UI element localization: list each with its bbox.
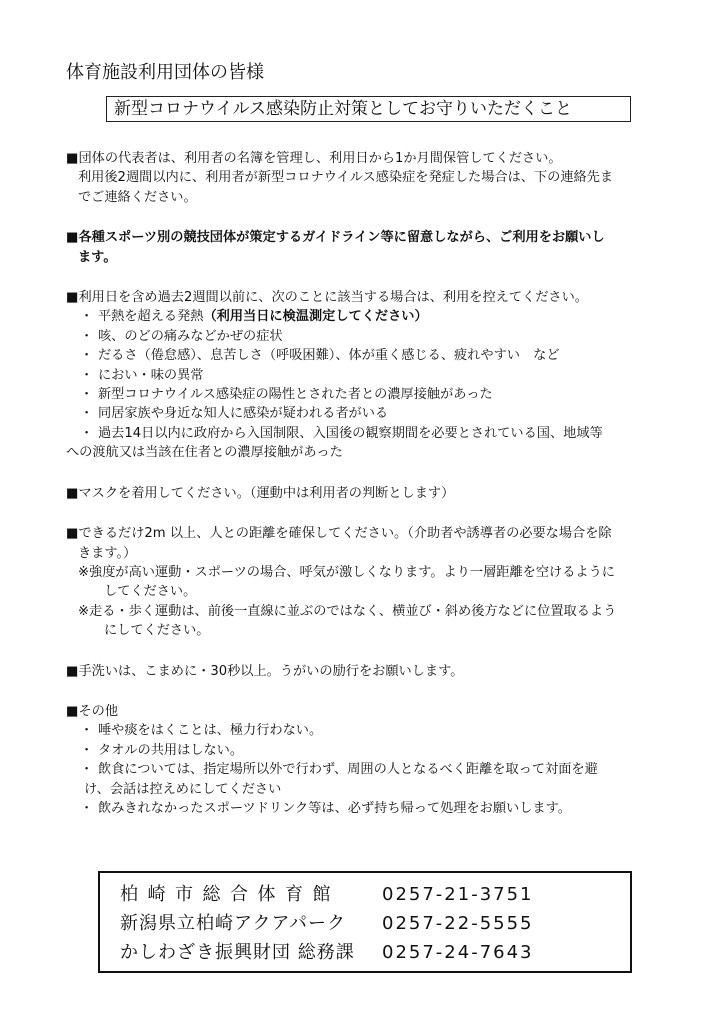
contact-phone: 0257-21-3751 bbox=[382, 884, 534, 905]
contact-name: 新潟県立柏崎アクアパーク bbox=[120, 913, 347, 934]
list-item-continuation: への渡航又は当該在住者との濃厚接触があった bbox=[66, 445, 343, 461]
contact-name: かしわざき振興財団 総務課 bbox=[120, 942, 355, 963]
section-heading: ■その他 bbox=[66, 703, 119, 719]
list-item: ・ 同居家族や身近な知人に感染が疑われる者がいる bbox=[80, 406, 389, 422]
paragraph-line: きます。） bbox=[78, 545, 137, 561]
section-handwashing bbox=[66, 662, 666, 681]
list-item: ・ 咳、のどの痛みなどかぜの症状 bbox=[80, 328, 283, 344]
greeting-heading: 体育施設利用団体の皆様 bbox=[66, 62, 264, 83]
section-mask bbox=[66, 484, 666, 503]
list-item: ・ 新型コロナウイルス感染症の陽性とされた者との濃厚接触があった bbox=[80, 387, 493, 403]
paragraph-line: ます。 bbox=[78, 249, 117, 265]
contact-row bbox=[120, 909, 630, 938]
document-body bbox=[66, 149, 666, 818]
section-heading: ■利用日を含め過去2週間以前に、次のことに該当する場合は、利用を控えてください。 bbox=[66, 290, 588, 306]
list-item: ・ 唾や痰をはくことは、極力行わない。 bbox=[80, 723, 323, 739]
list-item: ・ 飲食については、指定場所以外で行わず、周囲の人となるべく距離を取って対面を避 bbox=[80, 762, 598, 778]
paragraph-line: 利用後2週間以内に、利用者が新型コロナウイルス感染症を発症した場合は、下の連絡先ま bbox=[78, 170, 614, 186]
bullet-mark: ・ bbox=[80, 309, 94, 325]
paragraph-line: ■マスクを着用してください。（運動中は利用者の判断とします） bbox=[66, 485, 455, 501]
list-item: ・ タオルの共用はしない。 bbox=[80, 742, 244, 758]
contact-row bbox=[120, 880, 630, 909]
section-symptoms bbox=[66, 288, 666, 463]
note-item: ※走る・歩く運動は、前後一直線に並ぶのではなく、横並び・斜め後方などに位置取るよう にしてください。 bbox=[78, 603, 617, 639]
contact-name: 柏崎市総合体育館 bbox=[120, 884, 340, 905]
list-item: ・ 飲みきれなかったスポーツドリンク等は、必ず持ち帰って処理をお願いします。 bbox=[80, 800, 571, 816]
paragraph-line: ■できるだけ2m 以上、人との距離を確保してください。（介助者や誘導者の必要な場合を除 bbox=[66, 526, 612, 542]
note-item: ※強度が高い運動・スポーツの場合、呼気が激しくなります。より一層距離を空けるように してください。 bbox=[78, 564, 615, 600]
paragraph-line: ■団体の代表者は、利用者の名簿を管理し、利用日から1か月間保管してください。 bbox=[66, 151, 562, 166]
contact-row bbox=[120, 938, 630, 967]
list-item: ・ だるさ（倦怠感）、息苦しさ（呼吸困難）、体が重く感じる、疲れやすい など bbox=[80, 348, 560, 364]
section-guidelines bbox=[66, 228, 666, 267]
paragraph-line: ■各種スポーツ別の競技団体が策定するガイドライン等に留意しながら、ご利用をお願いし bbox=[66, 230, 605, 246]
document-title: 新型コロナウイルス感染防止対策としてお守りいただくこと bbox=[106, 96, 631, 122]
contact-phone: 0257-24-7643 bbox=[382, 942, 534, 963]
paragraph-line: でご連絡ください。 bbox=[78, 189, 197, 205]
contact-box bbox=[98, 871, 632, 973]
list-item: ・ におい・味の異常 bbox=[80, 367, 204, 383]
section-distance bbox=[66, 524, 666, 640]
list-item: ・ 過去14日以内に政府から入国制限、入国後の観察期間を必要とされている国、地域等 bbox=[80, 425, 603, 441]
list-item-continuation: け、会話は控えめにしてください bbox=[84, 781, 282, 797]
list-item: ・ 平熱を超える発熱（利用当日に検温測定してください） bbox=[66, 307, 666, 326]
section-member-list bbox=[66, 149, 666, 207]
paragraph-line: ■手洗いは、こまめに・30秒以上。うがいの励行をお願いします。 bbox=[66, 663, 464, 679]
contact-phone: 0257-22-5555 bbox=[382, 913, 534, 934]
section-other bbox=[66, 702, 666, 818]
